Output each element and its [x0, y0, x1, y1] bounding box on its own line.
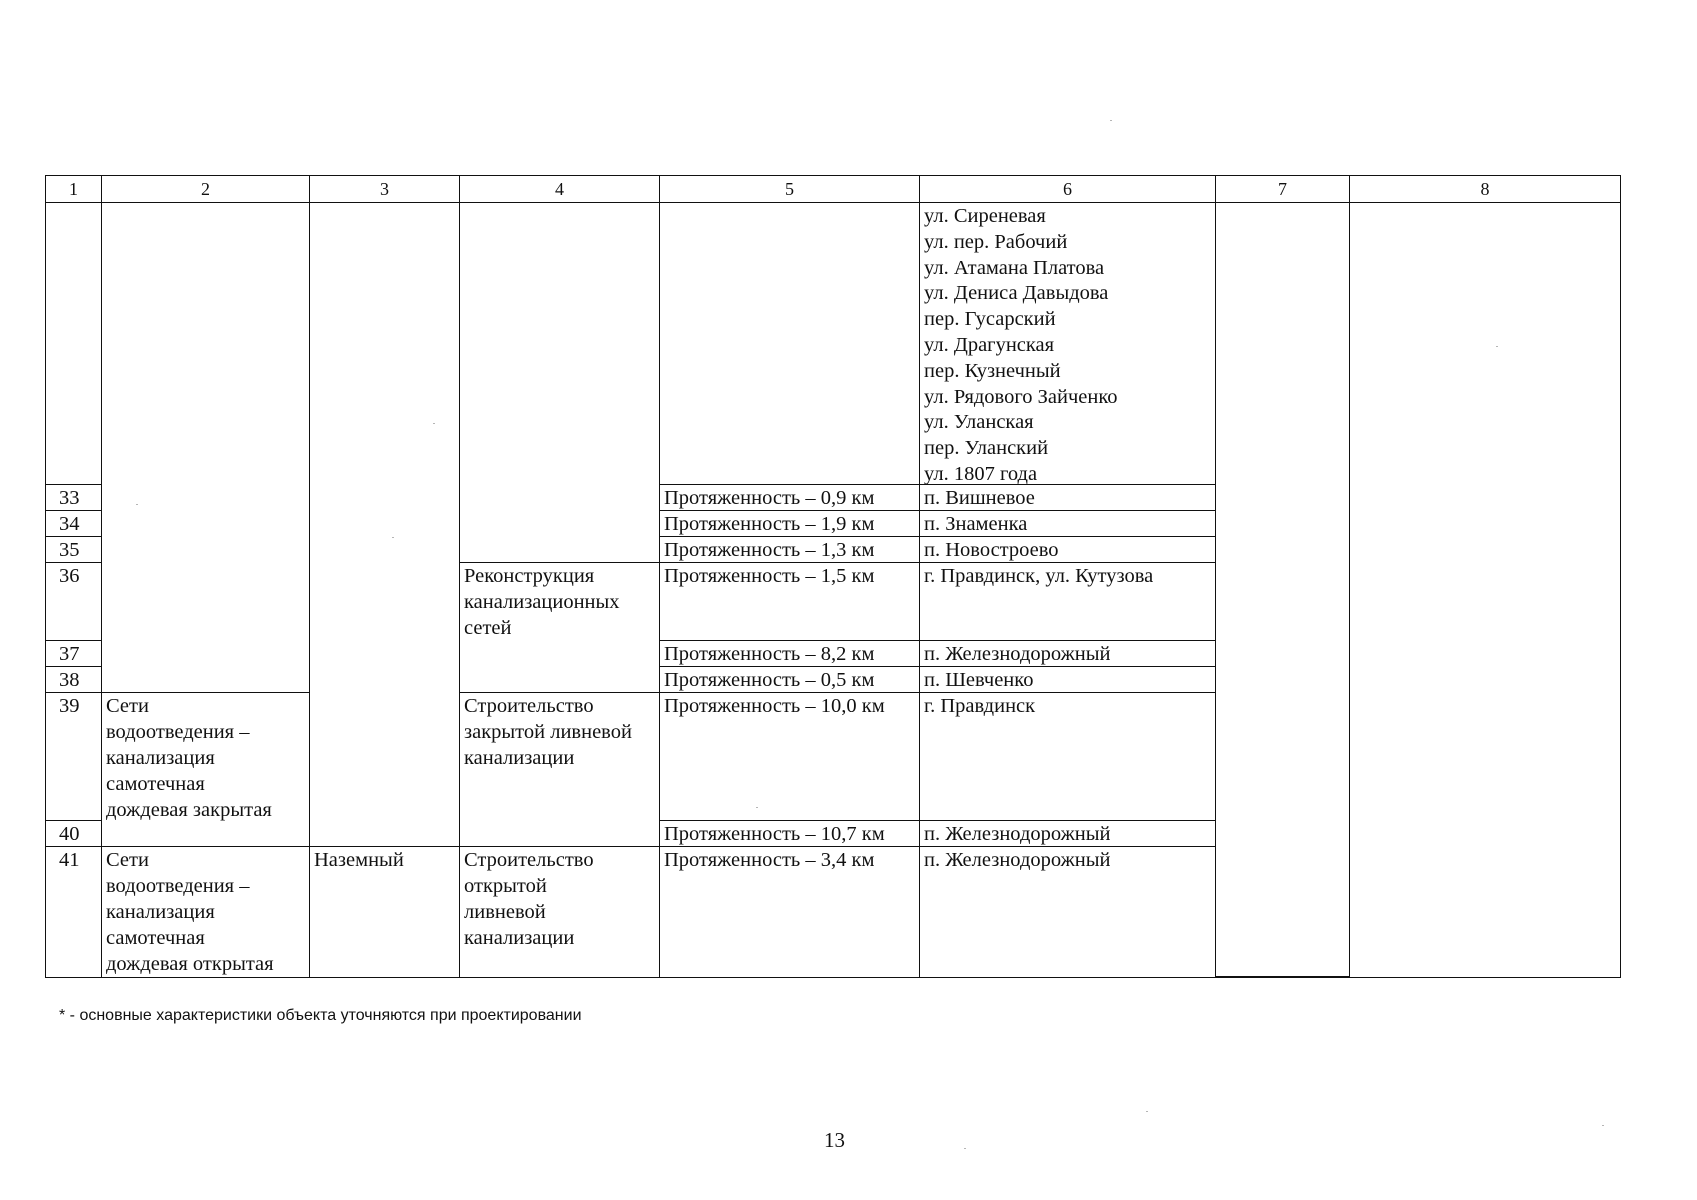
- work-type-line: сетей: [464, 617, 512, 639]
- street-item: ул. Драгунская: [924, 333, 1055, 356]
- location-cell: г. Правдинск: [920, 693, 1216, 821]
- length-cell: Протяженность – 8,2 км: [660, 641, 920, 667]
- continuation-number-cell: [46, 203, 102, 485]
- continuation-length-cell: [660, 203, 920, 485]
- location-cell: п. Шевченко: [920, 667, 1216, 693]
- row-number: 36: [46, 563, 102, 641]
- street-item: пер. Уланский: [924, 437, 1049, 460]
- work-type-line: закрытой ливневой: [464, 721, 632, 743]
- work-type-closed-storm-cell: [460, 693, 660, 847]
- network-type-line: водоотведения –: [106, 721, 250, 743]
- header-cell-4: 4: [460, 176, 660, 203]
- row-number: 34: [46, 511, 102, 537]
- footnote: * - основные характеристики объекта уточняются при проектировании: [59, 1007, 582, 1024]
- network-type-closed-cell: [102, 693, 310, 847]
- scan-speck: [392, 537, 394, 538]
- network-type-line: самотечная: [106, 773, 205, 795]
- street-item: ул. 1807 года: [924, 462, 1038, 485]
- length-cell: Протяженность – 10,0 км: [660, 693, 920, 821]
- column-7-cell: [1216, 203, 1350, 977]
- scan-speck: [964, 1148, 966, 1149]
- length-cell: Протяженность – 1,9 км: [660, 511, 920, 537]
- row-number: 39: [46, 693, 102, 821]
- network-type-continued-cell: [102, 203, 310, 693]
- row-number: 41: [46, 847, 102, 977]
- row-number: 40: [46, 821, 102, 847]
- data-table: [45, 175, 1621, 978]
- work-type-line: канализации: [464, 927, 575, 949]
- header-cell-2: 2: [102, 176, 310, 203]
- network-type-line: дождевая открытая: [106, 953, 274, 975]
- street-item: ул. Дениса Давыдова: [924, 282, 1109, 305]
- street-item: ул. Уланская: [924, 411, 1034, 434]
- scan-speck: [1110, 120, 1112, 121]
- row-number: 38: [46, 667, 102, 693]
- work-type-continued-cell: [460, 203, 660, 563]
- network-type-line: дождевая закрытая: [106, 799, 272, 821]
- page-number: 13: [824, 1128, 845, 1152]
- street-item: пер. Кузнечный: [924, 359, 1061, 382]
- scan-speck: [756, 807, 758, 808]
- work-type-open-storm-cell: [460, 847, 660, 977]
- length-cell: Протяженность – 0,5 км: [660, 667, 920, 693]
- header-cell-3: 3: [310, 176, 460, 203]
- work-type-line: канализации: [464, 747, 575, 769]
- work-type-line: канализационных: [464, 591, 620, 613]
- header-cell-5: 5: [660, 176, 920, 203]
- street-item: ул. Рядового Зайченко: [924, 385, 1118, 408]
- length-cell: Протяженность – 1,5 км: [660, 563, 920, 641]
- row-number: 37: [46, 641, 102, 667]
- header-cell-7: 7: [1216, 176, 1350, 203]
- location-cell: п. Новостроево: [920, 537, 1216, 563]
- length-cell: Протяженность – 0,9 км: [660, 485, 920, 511]
- location-cell: п. Железнодорожный: [920, 821, 1216, 847]
- location-cell: п. Железнодорожный: [920, 847, 1216, 977]
- network-type-line: Сети: [106, 695, 149, 717]
- work-type-line: ливневой: [464, 901, 546, 923]
- header-cell-1: 1: [46, 176, 102, 203]
- scan-speck: [136, 504, 138, 505]
- scan-speck: [1602, 1125, 1604, 1126]
- street-item: пер. Гусарский: [924, 308, 1056, 331]
- location-cell: п. Знаменка: [920, 511, 1216, 537]
- work-type-line: открытой: [464, 875, 547, 897]
- network-type-line: самотечная: [106, 927, 205, 949]
- street-item: ул. Атамана Платова: [924, 256, 1105, 279]
- length-cell: Протяженность – 1,3 км: [660, 537, 920, 563]
- length-cell: Протяженность – 3,4 км: [660, 847, 920, 977]
- work-type-line: Строительство: [464, 695, 594, 717]
- row-number: 35: [46, 537, 102, 563]
- street-item: ул. Сиреневая: [924, 205, 1046, 227]
- work-type-line: Строительство: [464, 849, 594, 871]
- location-cell: п. Железнодорожный: [920, 641, 1216, 667]
- street-list-cell: [920, 203, 1216, 485]
- work-type-reconstruction-cell: [460, 563, 660, 693]
- scan-speck: [1146, 1111, 1148, 1112]
- network-type-line: Сети: [106, 849, 149, 871]
- scan-speck: [1496, 346, 1498, 347]
- network-type-line: канализация: [106, 901, 215, 923]
- street-item: ул. пер. Рабочий: [924, 230, 1068, 253]
- laying-type-cell: Наземный: [310, 847, 460, 977]
- network-type-line: водоотведения –: [106, 875, 250, 897]
- column-8-cell: [1350, 203, 1620, 977]
- network-type-line: канализация: [106, 747, 215, 769]
- header-cell-8: 8: [1350, 176, 1620, 203]
- header-cell-6: 6: [920, 176, 1216, 203]
- laying-type-continued-cell: [310, 203, 460, 847]
- row-number: 33: [46, 485, 102, 511]
- length-cell: Протяженность – 10,7 км: [660, 821, 920, 847]
- scan-speck: [433, 423, 435, 424]
- work-type-line: Реконструкция: [464, 565, 595, 587]
- network-type-open-cell: [102, 847, 310, 977]
- location-cell: п. Вишневое: [920, 485, 1216, 511]
- location-cell: г. Правдинск, ул. Кутузова: [920, 563, 1216, 641]
